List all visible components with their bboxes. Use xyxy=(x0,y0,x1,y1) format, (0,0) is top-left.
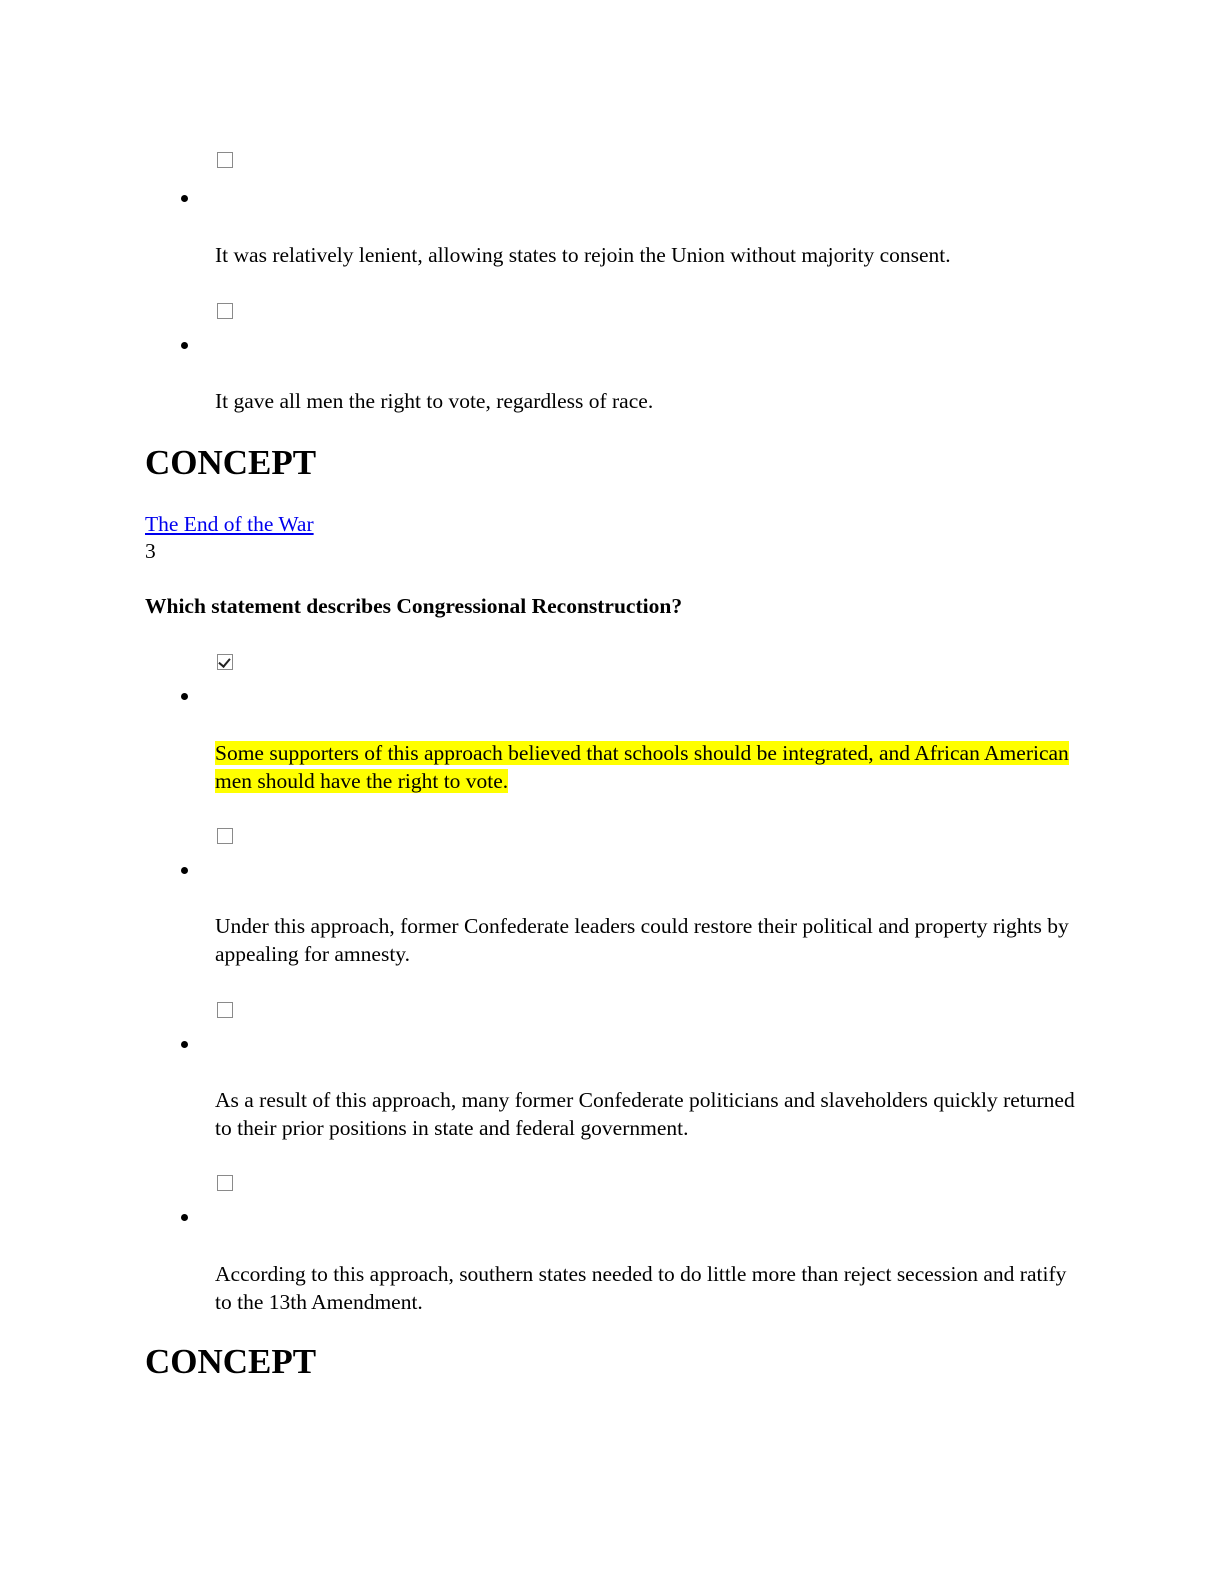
answer-option-text: It gave all men the right to vote, regardless of race. xyxy=(215,389,654,413)
answer-option-text-selected xyxy=(215,739,1075,795)
answer-checkbox[interactable] xyxy=(217,1175,233,1191)
concept-heading: CONCEPT xyxy=(145,443,317,482)
list-bullet xyxy=(181,195,188,202)
list-bullet xyxy=(181,867,188,874)
concept-link[interactable]: The End of the War xyxy=(145,512,314,536)
answer-option-text: As a result of this approach, many former Confederate politicians and slaveholders quickly returned to their prior positions in state and federal government. xyxy=(215,1088,1075,1140)
answer-checkbox[interactable] xyxy=(217,1002,233,1018)
answer-checkbox[interactable] xyxy=(217,152,233,168)
answer-checkbox[interactable] xyxy=(217,828,233,844)
question-number: 3 xyxy=(145,539,156,563)
answer-option-text: It was relatively lenient, allowing states to rejoin the Union without majority consent. xyxy=(215,243,951,267)
concept-heading: CONCEPT xyxy=(145,1342,317,1381)
question-text: Which statement describes Congressional Reconstruction? xyxy=(145,594,683,618)
list-bullet xyxy=(181,1214,188,1221)
list-bullet xyxy=(181,342,188,349)
answer-option-text: Under this approach, former Confederate leaders could restore their political and property rights by appealing for amnesty. xyxy=(215,914,1069,966)
list-bullet xyxy=(181,693,188,700)
list-bullet xyxy=(181,1041,188,1048)
answer-highlight: Some supporters of this approach believed that schools should be integrated, and African American men should have the right to vote. xyxy=(215,741,1069,793)
answer-checkbox[interactable] xyxy=(217,303,233,319)
answer-option-text: According to this approach, southern states needed to do little more than reject secession and ratify to the 13th Amendment. xyxy=(215,1262,1067,1314)
answer-checkbox-checked[interactable] xyxy=(217,654,233,670)
